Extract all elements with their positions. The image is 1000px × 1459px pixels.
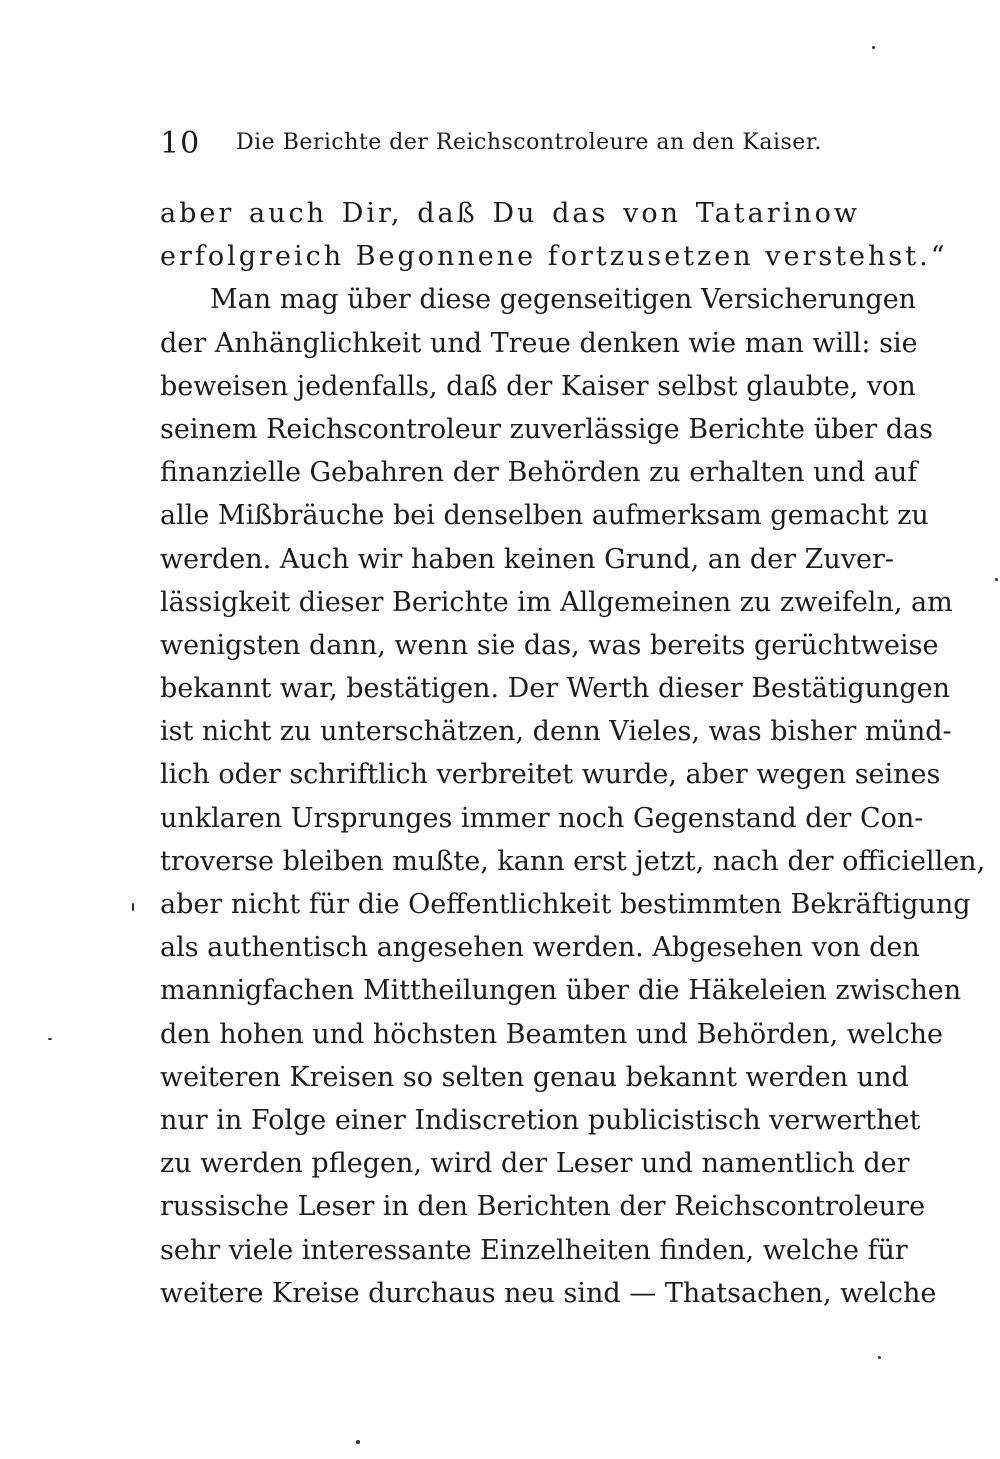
text-line: troverse bleiben mußte, kann erst jetzt, nach der officiellen, [160, 845, 986, 877]
text-line: lich oder schriftlich verbreitet wurde, aber wegen seines [160, 759, 941, 791]
text-line: zu werden pflegen, wird der Leser und namentlich der [160, 1148, 910, 1180]
scan-speck [356, 1440, 360, 1444]
text-line: russische Leser in den Berichten der Reichscontroleure [160, 1191, 926, 1223]
text-line: als authentisch angesehen werden. Abgesehen von den [160, 932, 920, 964]
body-text [160, 192, 986, 1315]
scan-speck [132, 903, 134, 911]
text-line: lässigkeit dieser Berichte im Allgemeinen zu zweifeln, am [160, 586, 953, 618]
scan-speck [995, 578, 998, 581]
text-line: wenigsten dann, wenn sie das, was bereits gerüchtweise [160, 629, 939, 661]
text-line: Man mag über diese gegenseitigen Versicherungen [210, 284, 917, 316]
text-line: aber nicht für die Oeffentlichkeit bestimmten Bekräftigung [160, 889, 971, 920]
text-line: aber auch Dir, daß Du das von Tatarinow [160, 198, 860, 229]
text-line: erfolgreich Begonnene fortzusetzen verstehst.“ [160, 241, 948, 273]
text-line: finanzielle Gebahren der Behörden zu erhalten und auf [160, 457, 918, 489]
page-number: 10 [160, 126, 201, 161]
text-line: bekannt war, bestätigen. Der Werth dieser Bestätigungen [160, 673, 951, 705]
running-head: Die Berichte der Reichscontroleure an den Kaiser. [236, 130, 822, 155]
text-line: mannigfachen Mittheilungen über die Häkeleien zwischen [160, 975, 962, 1007]
scan-speck [872, 46, 875, 49]
page-header [160, 124, 860, 164]
scan-speck [878, 1356, 881, 1359]
text-line: nur in Folge einer Indiscretion publicistisch verwerthet [160, 1104, 921, 1136]
text-line: unklaren Ursprunges immer noch Gegenstand der Con- [160, 802, 924, 834]
text-line: der Anhänglichkeit und Treue denken wie man will: sie [160, 327, 918, 359]
scan-speck [48, 1038, 52, 1040]
text-line: seinem Reichscontroleur zuverlässige Berichte über das [160, 413, 933, 445]
text-line: alle Mißbräuche bei denselben aufmerksam gemacht zu [160, 500, 929, 532]
text-line: den hohen und höchsten Beamten und Behörden, welche [160, 1018, 944, 1050]
text-line: weitere Kreise durchaus neu sind — Thatsachen, welche [160, 1277, 937, 1309]
text-line: sehr viele interessante Einzelheiten finden, welche für [160, 1234, 908, 1266]
text-line: werden. Auch wir haben keinen Grund, an der Zuver- [160, 543, 894, 575]
text-line: weiteren Kreisen so selten genau bekannt werden und [160, 1061, 909, 1093]
text-line: ist nicht zu unterschätzen, denn Vieles, was bisher münd- [160, 716, 952, 748]
text-line: beweisen jedenfalls, daß der Kaiser selbst glaubte, von [160, 370, 916, 402]
